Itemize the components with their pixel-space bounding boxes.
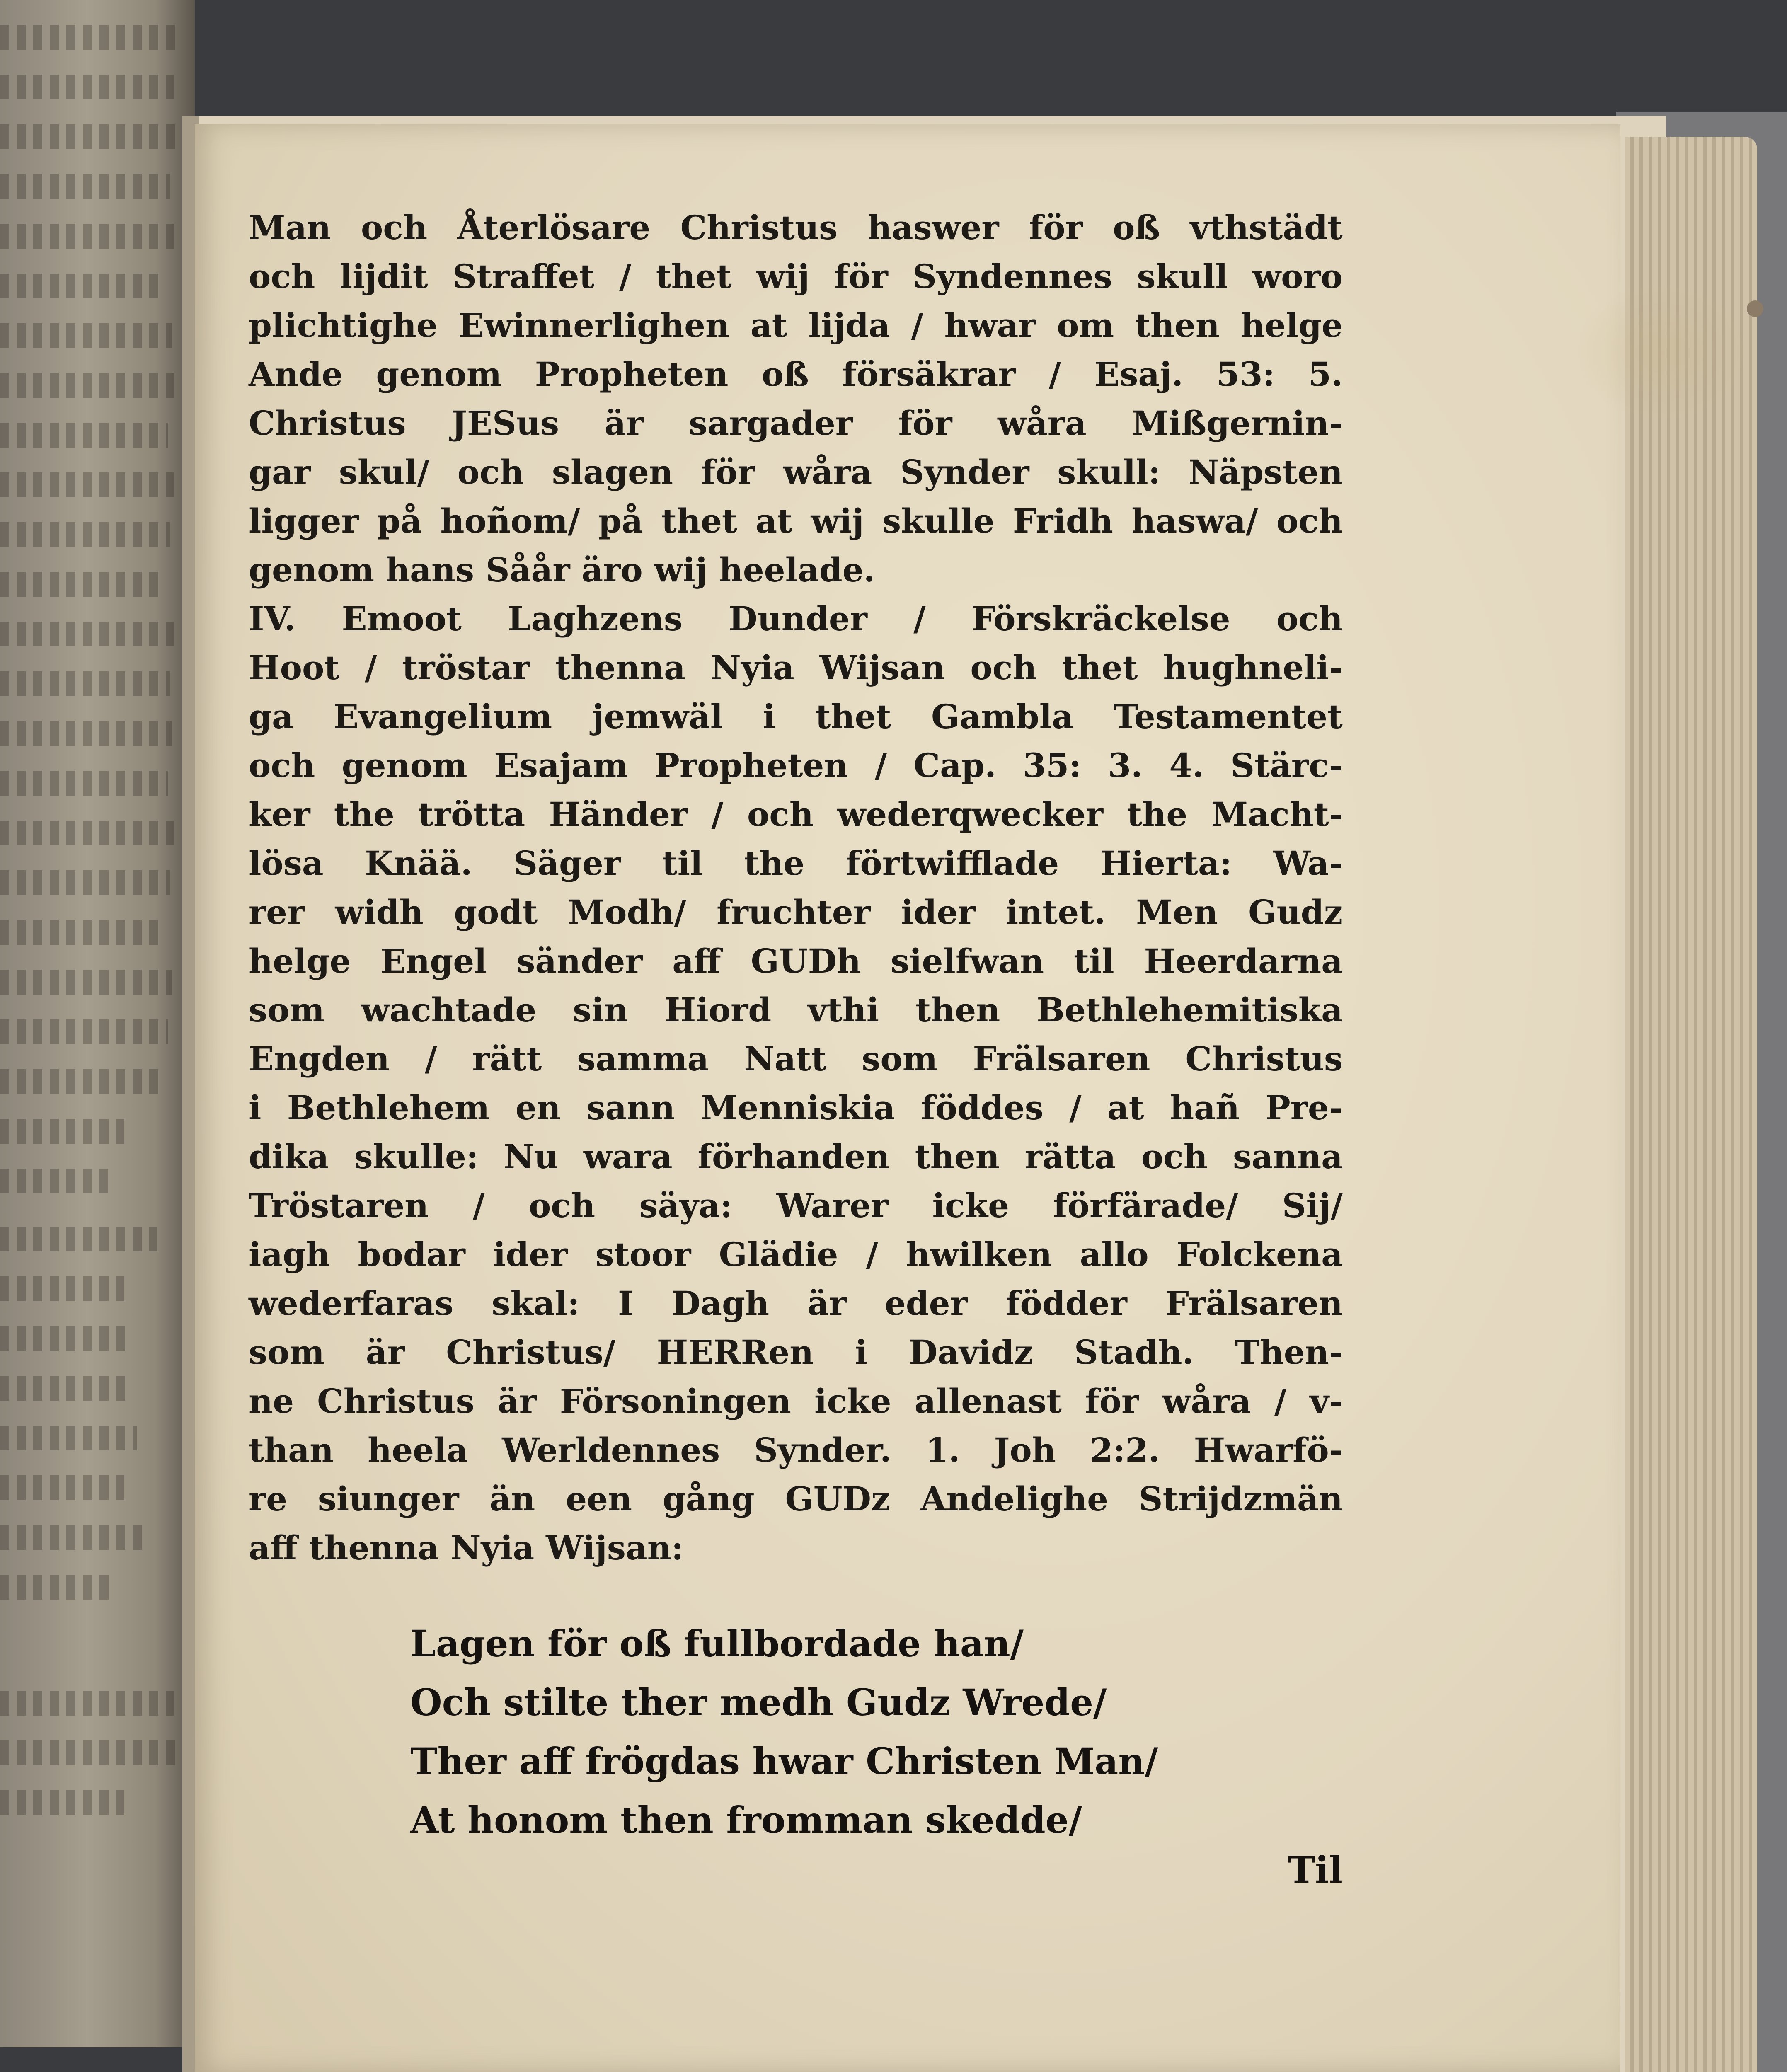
text-line: som wachtade sin Hiord vthi then Bethlehemitiska xyxy=(249,990,1343,1029)
text-line: rer widh godt Modh/ fruchter ider intet. Men Gudz xyxy=(249,893,1343,932)
bleed-text-line xyxy=(0,1691,174,1716)
text-line: wederfaras skal: I Dagh är eder födder Frälsaren xyxy=(249,1284,1343,1323)
text-line: Engden / rätt samma Natt som Frälsaren Christus xyxy=(249,1039,1343,1078)
text-line: Ande genom Propheten oß försäkrar / Esaj. 53: 5. xyxy=(249,355,1343,394)
bleed-text-line xyxy=(0,25,182,50)
bleed-text-line xyxy=(0,821,174,845)
bleed-text-line xyxy=(0,1525,149,1550)
bleed-text-line xyxy=(0,721,172,746)
text-line: re siunger än een gång GUDz Andelighe Strijdzmän xyxy=(249,1479,1343,1518)
bleed-text-line xyxy=(0,522,170,547)
text-line: gar skul/ och slagen för wåra Synder skull: Näpsten xyxy=(249,453,1343,491)
verse-line: Ther aff frögdas hwar Christen Man/ xyxy=(410,1740,1158,1783)
bleed-text-line xyxy=(0,1019,168,1044)
text-line: som är Christus/ HERRen i Davidz Stadh. Then- xyxy=(249,1333,1343,1372)
verse-line: Lagen för oß fullbordade han/ xyxy=(410,1622,1024,1665)
catchword: Til xyxy=(1288,1848,1343,1891)
text-line: genom hans Såår äro wij heelade. xyxy=(249,550,875,589)
bleed-text-line xyxy=(0,174,170,199)
hymn-verse xyxy=(410,1614,1363,1849)
bleed-text-line xyxy=(0,920,166,945)
text-line: Christus JESus är sargader för wåra Mißgernin- xyxy=(249,404,1343,443)
bleed-text-line xyxy=(0,472,174,497)
bleed-text-line xyxy=(0,572,166,597)
bleed-text-line xyxy=(0,1475,124,1500)
text-line: helge Engel sänder aff GUDh sielfwan til Heerdarna xyxy=(249,942,1343,980)
text-line: Hoot / tröstar thenna Nyia Wijsan och thet hughneli- xyxy=(249,648,1343,687)
text-line: och lijdit Straffet / thet wij för Syndennes skull woro xyxy=(249,257,1343,296)
bleed-text-line xyxy=(0,970,172,995)
text-line: plichtighe Ewinnerlighen at lijda / hwar om then helge xyxy=(249,306,1343,345)
text-line: dika skulle: Nu wara förhanden then rätta och sanna xyxy=(249,1137,1343,1176)
bleed-text-line xyxy=(0,1119,124,1144)
bleed-text-line xyxy=(0,1326,133,1351)
bleed-text-line xyxy=(0,224,174,249)
bleed-text-line xyxy=(0,1276,124,1301)
text-line: aff thenna Nyia Wijsan: xyxy=(249,1528,684,1567)
bleed-text-line xyxy=(0,1426,137,1450)
text-line: Man och Återlösare Christus haswer för oß vthstädt xyxy=(249,208,1343,247)
bleed-text-line xyxy=(0,423,168,448)
bleed-text-line xyxy=(0,1169,108,1193)
water-stain xyxy=(1575,282,1749,423)
bleed-text-line xyxy=(0,622,174,646)
text-line: ligger på hoñom/ på thet at wij skulle Fridh haswa/ och xyxy=(249,501,1343,540)
bleed-text-line xyxy=(0,274,166,298)
bleed-text-line xyxy=(0,373,174,398)
text-line: lösa Knää. Säger til the förtwifflade Hierta: Wa- xyxy=(249,844,1343,883)
bleed-text-line xyxy=(0,1740,178,1765)
bleed-text-line xyxy=(0,124,178,149)
text-line: ga Evangelium jemwäl i thet Gambla Testamentet xyxy=(249,697,1343,736)
bleed-text-line xyxy=(0,75,174,99)
bleed-text-line xyxy=(0,1575,116,1600)
bleed-text-line xyxy=(0,870,170,895)
bleed-text-line xyxy=(0,1069,162,1094)
text-line: IV. Emoot Laghzens Dunder / Förskräckelse och xyxy=(249,599,1343,638)
text-line: och genom Esajam Propheten / Cap. 35: 3. 4. Stärc- xyxy=(249,746,1343,785)
body-text xyxy=(249,203,1343,1572)
bleed-text-line xyxy=(0,323,172,348)
text-line: ne Christus är Försoningen icke allenast för wåra / v- xyxy=(249,1382,1343,1421)
text-line: Tröstaren / och säya: Warer icke förfärade/ Sij/ xyxy=(249,1186,1343,1225)
verse-line: Och stilte ther medh Gudz Wrede/ xyxy=(410,1681,1107,1724)
text-line: ker the trötta Händer / och wederqwecker the Macht- xyxy=(249,795,1343,834)
text-line: than heela Werldennes Synder. 1. Joh 2:2. Hwarfö- xyxy=(249,1431,1343,1469)
bleed-text-line xyxy=(0,671,170,696)
bleed-text-line xyxy=(0,1227,157,1251)
text-line: i Bethlehem en sann Menniskia föddes / at hañ Pre- xyxy=(249,1088,1343,1127)
bleed-text-line xyxy=(0,1376,128,1401)
text-line: iagh bodar ider stoor Glädie / hwilken allo Folckena xyxy=(249,1235,1343,1274)
ink-spot xyxy=(1747,300,1763,317)
page-edges xyxy=(1625,137,1757,2072)
bleed-text-line xyxy=(0,1790,124,1815)
bleed-text-line xyxy=(0,771,168,796)
verse-line: At honom then fromman skedde/ xyxy=(410,1798,1082,1842)
facing-page-left xyxy=(0,0,195,2047)
